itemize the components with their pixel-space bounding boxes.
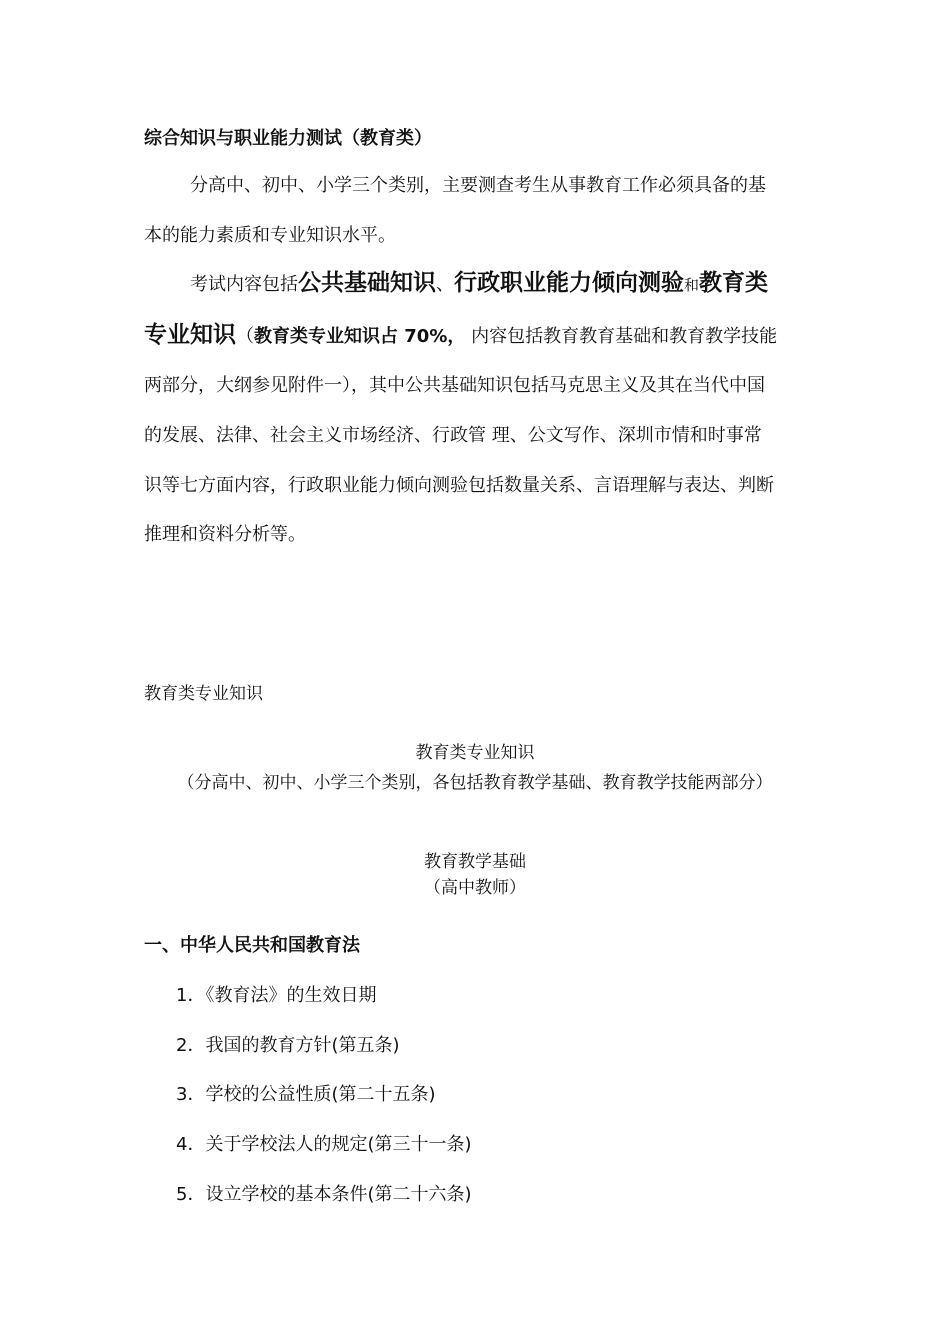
- block-title: 教育教学基础: [424, 852, 526, 872]
- block-title: 教育类专业知识: [415, 743, 535, 763]
- intro-line-2: 本的能力素质和专业知识水平。: [144, 225, 396, 246]
- highlight-percentage: 教育类专业知识占 70%，: [254, 326, 466, 347]
- content-text: 考试内容包括: [190, 274, 298, 295]
- block-subtitle: （高中教师）: [424, 878, 526, 898]
- content-line-1: [190, 266, 768, 302]
- list-item: 3．学校的公益性质(第二十五条): [176, 1084, 436, 1105]
- content-line-6: 推理和资料分析等。: [144, 524, 306, 545]
- list-item: 1．《教育法》的生效日期: [176, 985, 377, 1006]
- content-text: 、: [436, 274, 454, 295]
- content-line-2: [144, 318, 777, 354]
- highlight-admin-aptitude: 行政职业能力倾向测验: [454, 270, 684, 296]
- content-line-3: 两部分，大纲参见附件一），其中公共基础知识包括马克思主义及其在当代中国: [144, 375, 765, 396]
- document-heading: 综合知识与职业能力测试（教育类）: [144, 128, 432, 149]
- section-heading: 一、中华人民共和国教育法: [144, 935, 360, 956]
- content-line-4: 的发展、法律、社会主义市场经济、行政管 理、公文写作、深圳市情和时事常: [144, 425, 762, 446]
- list-item: 5．设立学校的基本条件(第二十六条): [176, 1184, 472, 1205]
- intro-line-1: 分高中、初中、小学三个类别，主要测查考生从事教育工作必须具备的基: [190, 175, 766, 196]
- highlight-professional-knowledge: 专业知识: [144, 322, 236, 348]
- highlight-education: 教育类: [699, 270, 769, 296]
- highlight-public-knowledge: 公共基础知识: [298, 270, 436, 296]
- content-text: 内容包括教育教育基础和教育教学技能: [465, 326, 778, 347]
- content-text: 和: [684, 276, 700, 294]
- list-item: 2．我国的教育方针(第五条): [176, 1035, 400, 1056]
- block-subtitle: （分高中、初中、小学三个类别，各包括教育教学基础、教育教学技能两部分）: [177, 773, 773, 793]
- section-label: 教育类专业知识: [144, 684, 263, 704]
- list-item: 4．关于学校法人的规定(第三十一条): [176, 1134, 472, 1155]
- content-line-5: 识等七方面内容，行政职业能力倾向测验包括数量关系、言语理解与表达、判断: [144, 475, 774, 496]
- content-text: （: [236, 326, 254, 347]
